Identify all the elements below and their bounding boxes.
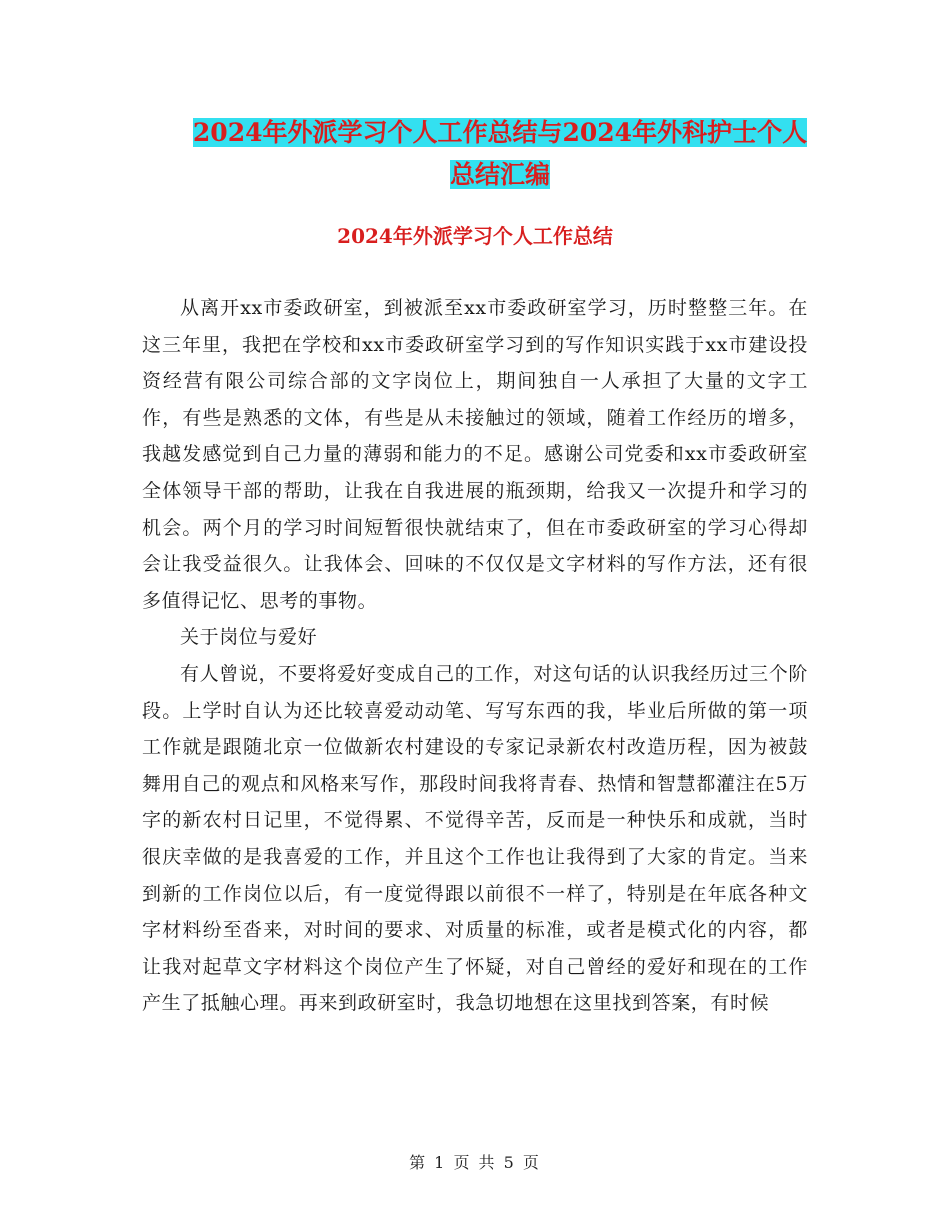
document-body bbox=[142, 290, 808, 1022]
section-title: 2024年外派学习个人工作总结 bbox=[337, 224, 613, 248]
title-line-2: 总结汇编 bbox=[449, 160, 550, 189]
paragraph-heading: 关于岗位与爱好 bbox=[180, 626, 318, 649]
page-footer: 第 1 页 共 5 页 bbox=[409, 1153, 541, 1172]
document-title bbox=[140, 112, 860, 196]
paragraph: 有人曾说，不要将爱好变成自己的工作，对这句话的认识我经历过三个阶段。上学时自认为还比较喜爱动动笔、写写东西的我，毕业后所做的第一项工作就是跟随北京一位做新农村建设的专家记录新农村改造历程，因为被鼓舞用自己的观点和风格来写作，那段时间我将青春、热情和智慧都灌注在5万字的新农村日记里，不觉得累、不觉得辛苦，反而是一种快乐和成就，当时很庆幸做的是我喜爱的工作，并且这个工作也让我得到了大家的肯定。当来到新的工作岗位以后，有一度觉得跟以前很不一样了，特别是在年底各种文字材料纷至沓来，对时间的要求、对质量的标准，或者是模式化的内容，都让我对起草文字材料这个岗位产生了怀疑，对自己曾经的爱好和现在的工作产生了抵触心理。再来到政研室时，我急切地想在这里找到答案，有时候 bbox=[142, 662, 808, 1015]
paragraph: 从离开xx市委政研室，到被派至xx市委政研室学习，历时整整三年。在这三年里，我把在学校和xx市委政研室学习到的写作知识实践于xx市建设投资经营有限公司综合部的文字岗位上，期间独自一人承担了大量的文字工作，有些是熟悉的文体，有些是从未接触过的领域，随着工作经历的增多，我越发感觉到自己力量的薄弱和能力的不足。感谢公司党委和xx市委政研室全体领导干部的帮助，让我在自我进展的瓶颈期，给我又一次提升和学习的机会。两个月的学习时间短暂很快就结束了，但在市委政研室的学习心得却会让我受益很久。让我体会、回味的不仅仅是文字材料的写作方法，还有很多值得记忆、思考的事物。 bbox=[142, 297, 808, 612]
title-line-1: 2024年外派学习个人工作总结与2024年外科护士个人 bbox=[192, 118, 808, 147]
